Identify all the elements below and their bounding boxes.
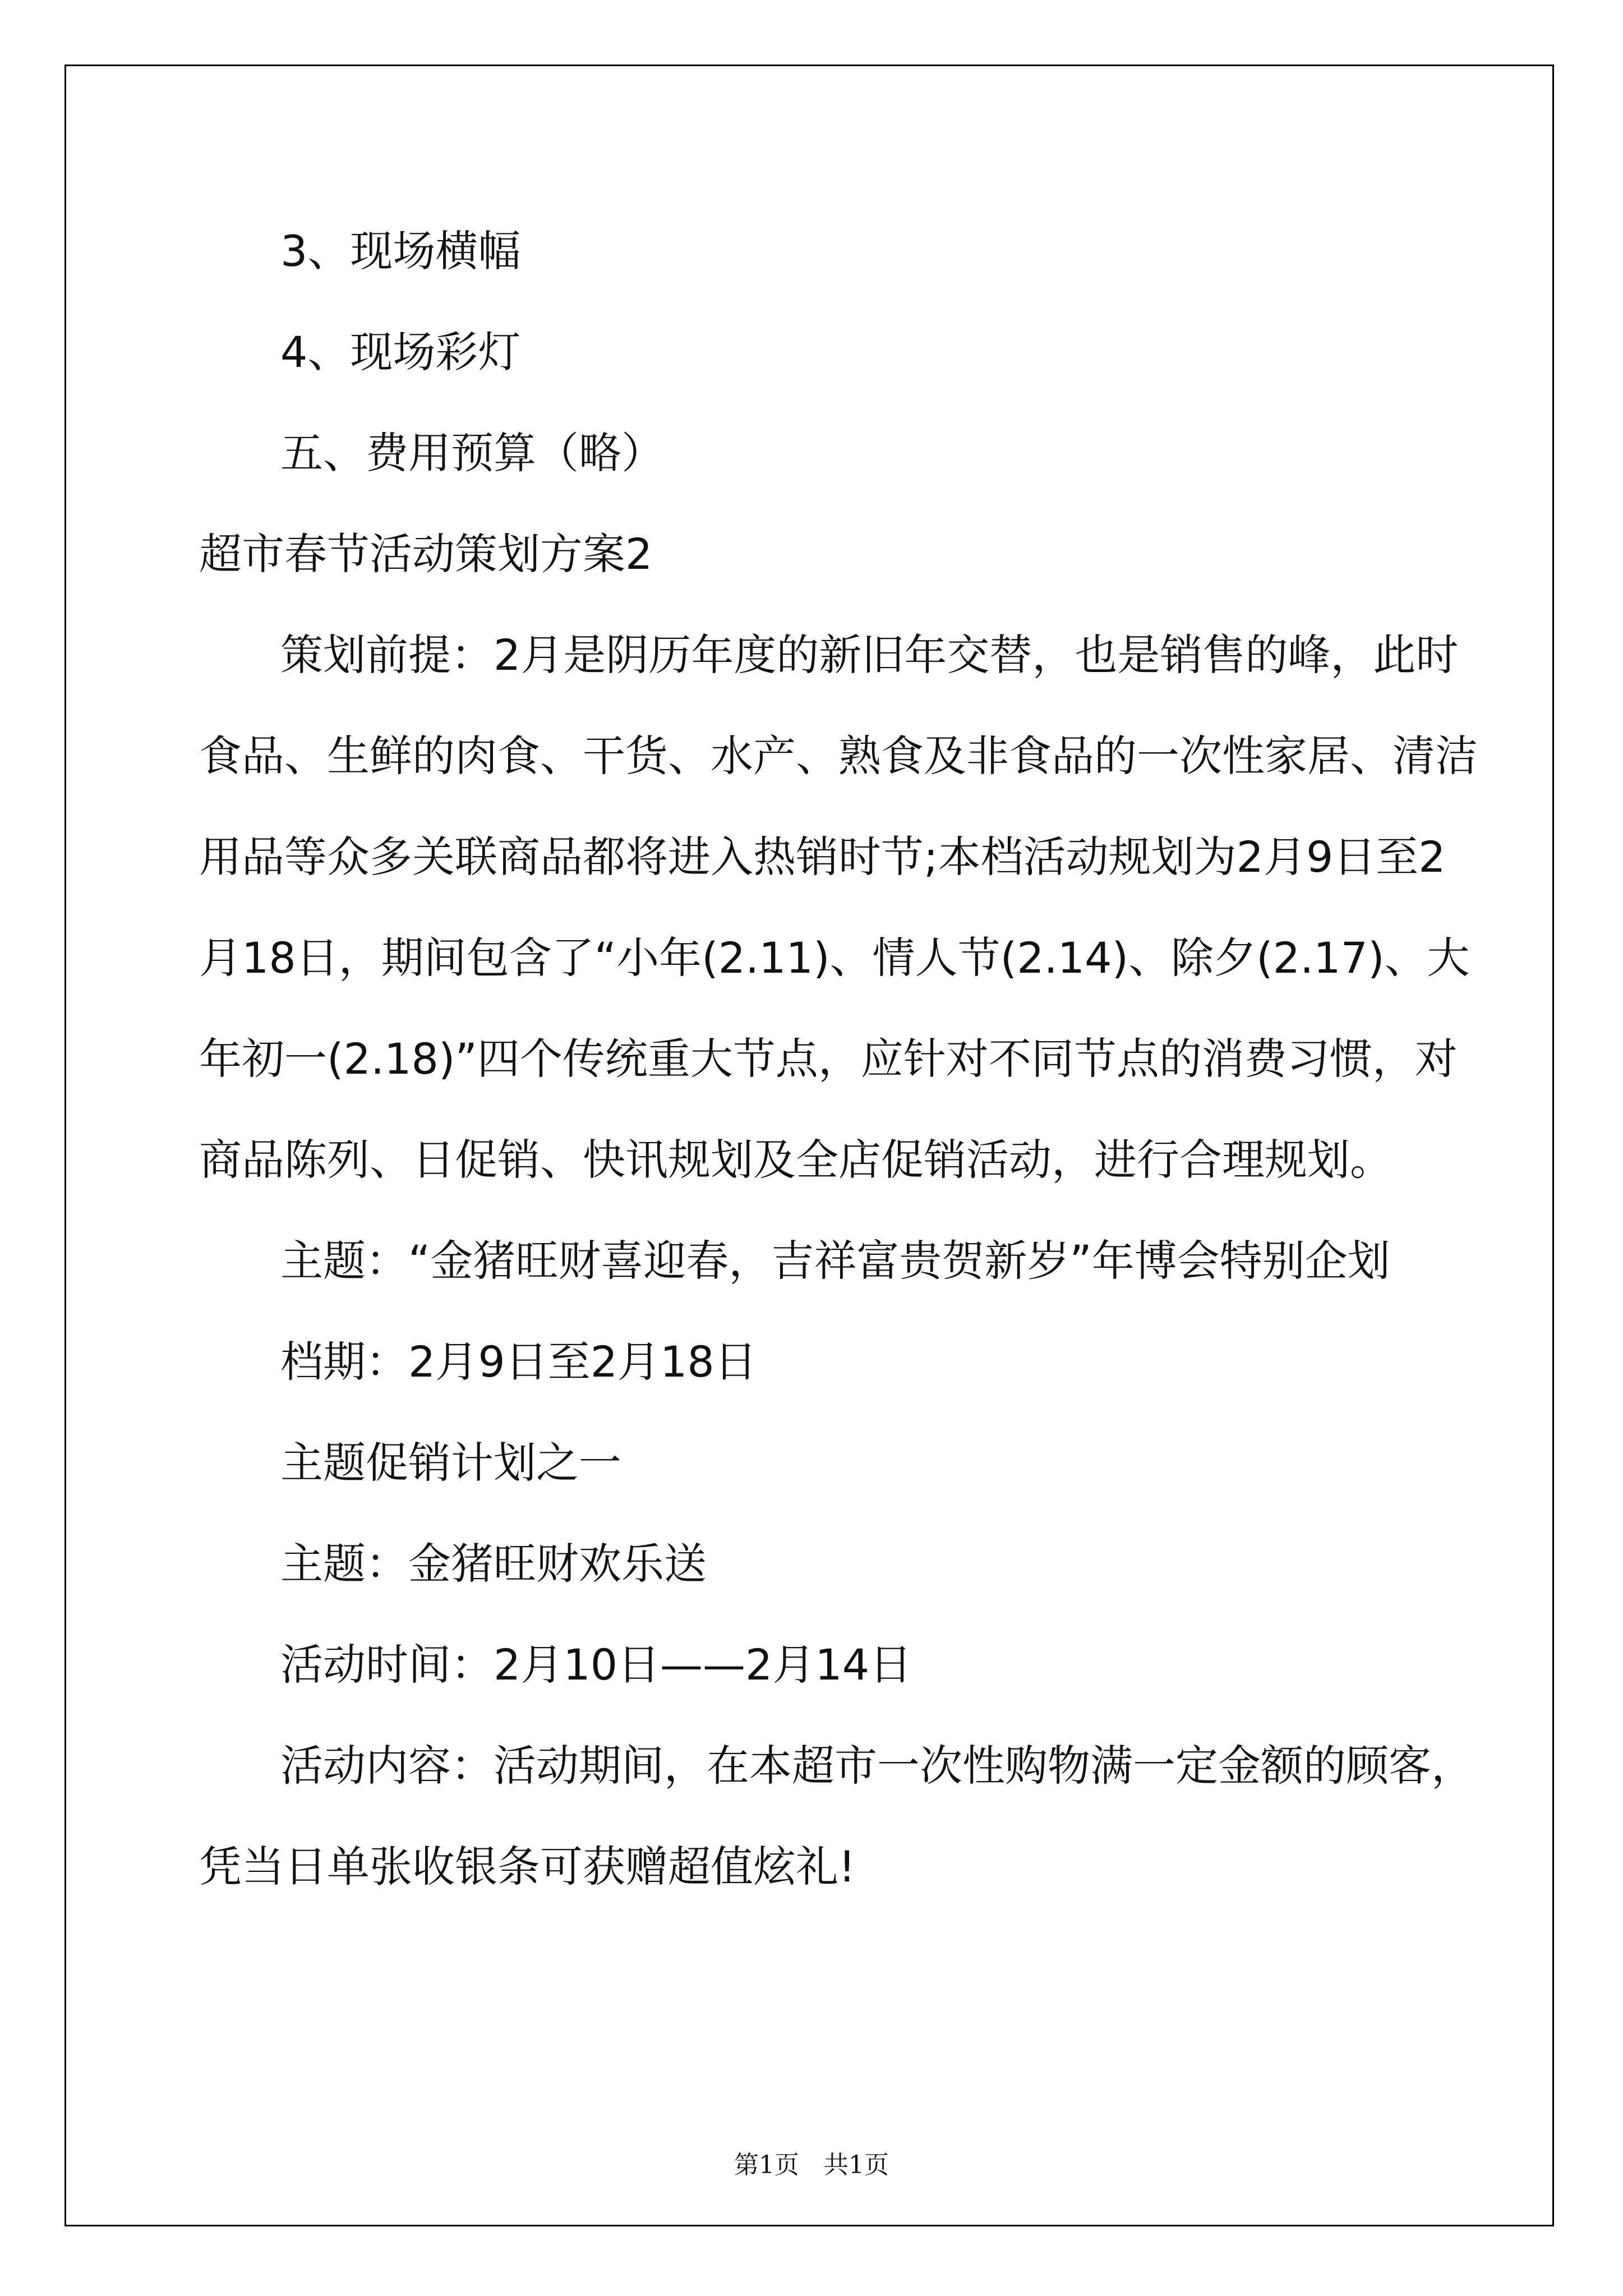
- plan-title: 主题促销计划之一: [280, 1438, 621, 1488]
- list-item-lights: 4、现场彩灯: [280, 327, 521, 377]
- activity-content-line: 活动内容：活动期间，在本超市一次性购物满一定金额的顾客，: [280, 1741, 1474, 1791]
- theme-line: 主题：“金猪旺财喜迎春，吉祥富贵贺新岁”年博会特别企划: [280, 1236, 1390, 1286]
- plan-theme: 主题：金猪旺财欢乐送: [280, 1539, 707, 1589]
- paragraph-line: 商品陈列、日促销、快讯规划及全店促销活动，进行合理规划。: [199, 1135, 1393, 1185]
- activity-content-line: 凭当日单张收银条可获赠超值炫礼!: [199, 1842, 856, 1892]
- page-footer: 第1页 共1页: [734, 2151, 889, 2179]
- activity-time: 活动时间：2月10日——2月14日: [280, 1640, 912, 1690]
- section-heading-budget: 五、费用预算（略）: [280, 428, 664, 478]
- paragraph-line: 策划前提：2月是阴历年度的新旧年交替，也是销售的峰，此时: [280, 630, 1459, 680]
- paragraph-line: 年初一(2.18)”四个传统重大节点，应针对不同节点的消费习惯，对: [199, 1034, 1458, 1084]
- paragraph-line: 食品、生鲜的肉食、干货、水产、熟食及非食品的一次性家居、清洁: [199, 731, 1478, 781]
- paragraph-line: 月18日，期间包含了“小年(2.11)、情人节(2.14)、除夕(2.17)、大: [199, 933, 1470, 983]
- paragraph-line: 用品等众多关联商品都将进入热销时节;本档活动规划为2月9日至2: [199, 832, 1446, 882]
- list-item-banner: 3、现场横幅: [280, 226, 521, 276]
- schedule-line: 档期：2月9日至2月18日: [280, 1337, 757, 1387]
- document-heading: 超市春节活动策划方案2: [199, 529, 653, 579]
